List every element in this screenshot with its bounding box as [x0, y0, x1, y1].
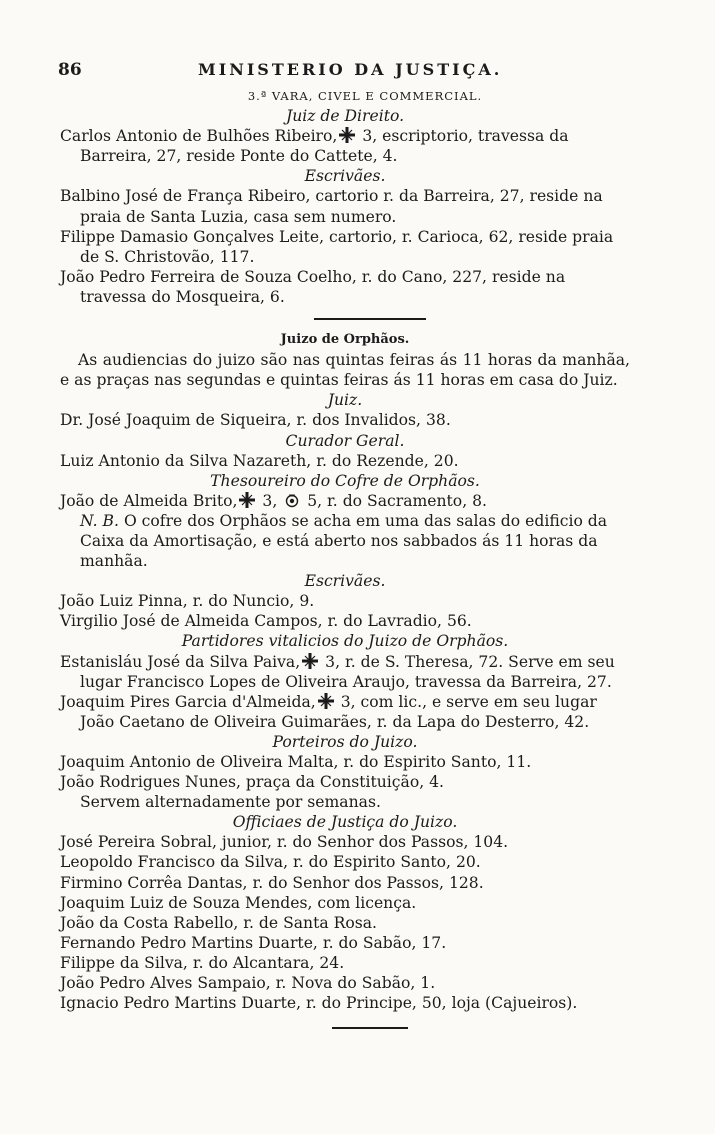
- judge-heading: Juiz de Direito.: [285, 107, 405, 126]
- page-content: [60, 86, 630, 1029]
- list-item: Leopoldo Francisco da Silva, r. do Espirito Santo, 20.: [60, 853, 481, 872]
- orphans-judge: Dr. José Joaquim de Siqueira, r. dos Invalidos, 38.: [60, 411, 451, 430]
- running-title: MINISTERIO DA JUSTIÇA.: [198, 60, 503, 79]
- section-divider: [314, 318, 426, 320]
- curator-heading: Curador Geral.: [285, 431, 405, 450]
- sharer-details: 3, r. de S. Theresa, 72. Serve em seu lugar Francisco Lopes de Oliveira Araujo, travessa da Barreira, 27.: [80, 652, 615, 691]
- list-item: João Pedro Alves Sampaio, r. Nova do Sabão, 1.: [60, 974, 436, 993]
- sharer-details: 3, com lic., e serve em seu lugar João Caetano de Oliveira Guimarães, r. da Lapa do Desterro, 42.: [80, 692, 597, 731]
- treasurer-grade: 3,: [257, 491, 283, 510]
- list-item: [60, 692, 630, 732]
- list-item: Virgilio José de Almeida Campos, r. do Lavradio, 56.: [60, 612, 472, 631]
- judge-details: 3, escriptorio, travessa da Barreira, 27, reside Ponte do Cattete, 4.: [80, 127, 569, 166]
- order-cross-icon: [302, 653, 318, 669]
- order-cross-icon: [318, 693, 334, 709]
- sharer-name: Estanisláu José da Silva Paiva,: [60, 652, 301, 671]
- list-item: Filippe da Silva, r. do Alcantara, 24.: [60, 953, 345, 972]
- judge-name: Carlos Antonio de Bulhões Ribeiro,: [60, 127, 338, 146]
- section-subtitle: 3.ª VARA, CIVEL E COMMERCIAL.: [247, 89, 483, 103]
- note-text: O cofre dos Orphãos se acha em uma das salas do edificio da Caixa da Amortisação, e está aberto nos sabbados ás 11 horas da manhãa.: [80, 511, 608, 571]
- doormen-heading: Porteiros do Juizo.: [272, 732, 418, 751]
- judge-entry: [60, 126, 630, 166]
- rose-order-icon: [284, 492, 300, 508]
- list-item: José Pereira Sobral, junior, r. do Senhor dos Passos, 104.: [60, 833, 509, 852]
- list-item: [60, 652, 630, 692]
- list-item: João Pedro Ferreira de Souza Coelho, r. do Cano, 227, reside na travessa do Mosqueira, 6.: [60, 267, 566, 306]
- treasurer-entry: [60, 491, 630, 511]
- page-number: 86: [58, 60, 82, 80]
- clerks-heading: Escrivães.: [304, 167, 386, 186]
- officers-heading: Officiaes de Justiça do Juizo.: [232, 813, 458, 832]
- page-header: [0, 58, 715, 88]
- list-item: Balbino José de França Ribeiro, cartorio r. da Barreira, 27, reside na praia de Santa Luzia, casa sem numero.: [60, 187, 603, 226]
- treasurer-heading: Thesoureiro do Cofre de Orphãos.: [210, 471, 480, 490]
- sharer-name: Joaquim Pires Garcia d'Almeida,: [60, 692, 316, 711]
- doormen-note: Servem alternadamente por semanas.: [80, 793, 381, 812]
- order-cross-icon: [239, 492, 255, 508]
- list-item: Joaquim Luiz de Souza Mendes, com licença.: [60, 893, 417, 912]
- orphans-judge-heading: Juiz.: [327, 391, 363, 410]
- sharers-heading: Partidores vitalicios do Juizo de Orphãos.: [181, 632, 509, 651]
- curator-entry: Luiz Antonio da Silva Nazareth, r. do Rezende, 20.: [60, 451, 459, 470]
- treasurer-name: João de Almeida Brito,: [60, 491, 238, 510]
- list-item: João Rodrigues Nunes, praça da Constituição, 4.: [60, 773, 445, 792]
- safe-note: [60, 511, 630, 571]
- end-divider: [332, 1027, 408, 1029]
- list-item: Joaquim Antonio de Oliveira Malta, r. do Espirito Santo, 11.: [60, 753, 532, 771]
- note-label: N. B.: [80, 511, 119, 530]
- orphans-clerks-heading: Escrivães.: [304, 572, 386, 591]
- audience-paragraph: As audiencias do juizo são nas quintas feiras ás 11 horas da manhãa, e as praças nas segundas e quintas feiras ás 11 horas em casa do Juiz.: [60, 351, 630, 390]
- list-item: Ignacio Pedro Martins Duarte, r. do Principe, 50, loja (Cajueiros).: [60, 994, 578, 1013]
- treasurer-details: 5, r. do Sacramento, 8.: [302, 491, 487, 510]
- order-cross-icon: [339, 127, 355, 143]
- list-item: Filippe Damasio Gonçalves Leite, cartorio, r. Carioca, 62, reside praia de S. Christovão, 117.: [60, 227, 614, 266]
- list-item: João Luiz Pinna, r. do Nuncio, 9.: [60, 592, 315, 611]
- list-item: Firmino Corrêa Dantas, r. do Senhor dos Passos, 128.: [60, 873, 484, 892]
- list-item: Fernando Pedro Martins Duarte, r. do Sabão, 17.: [60, 933, 447, 952]
- list-item: João da Costa Rabello, r. de Santa Rosa.: [60, 913, 377, 932]
- orphans-heading: Juizo de Orphãos.: [280, 332, 410, 348]
